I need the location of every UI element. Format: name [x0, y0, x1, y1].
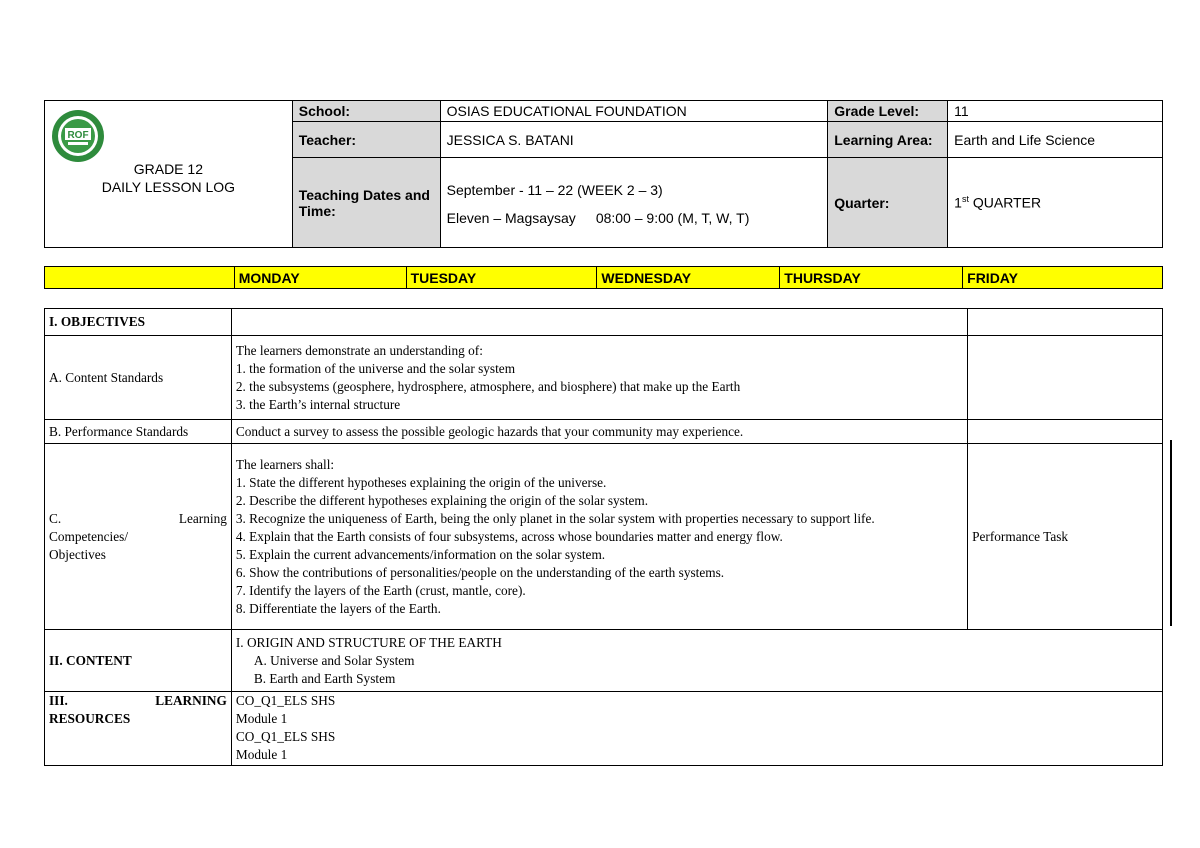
content-standards-line: The learners demonstrate an understanding of: — [235, 342, 483, 358]
content-line: A. Universe and Solar System — [253, 652, 415, 668]
resources-text — [231, 692, 1162, 766]
learning-area-label: Learning Area: — [828, 122, 948, 158]
objectives-blank — [231, 309, 967, 336]
resources-heading-line1 — [49, 692, 227, 710]
competency-line: 8. Differentiate the layers of the Earth. — [235, 600, 441, 616]
competencies-text — [231, 444, 967, 630]
content-standards-line: 3. the Earth’s internal structure — [235, 396, 401, 412]
resource-line: CO_Q1_ELS SHS — [235, 693, 336, 708]
title-cell — [45, 101, 293, 248]
grade-level-value: 11 — [948, 101, 1163, 122]
competency-line: 2. Describe the different hypotheses explaining the origin of the solar system. — [235, 492, 649, 508]
day-thursday: THURSDAY — [780, 267, 963, 289]
margin-line — [1170, 440, 1172, 626]
dates-line2 — [447, 205, 822, 231]
day-blank — [45, 267, 235, 289]
logo-text: ROF — [67, 130, 89, 141]
content-standards-line: 2. the subsystems (geosphere, hydrosphere, atmosphere, and biosphere) that make up the Earth — [235, 378, 741, 394]
day-friday: FRIDAY — [963, 267, 1163, 289]
quarter-num: 1 — [954, 194, 962, 211]
competency-line: 7. Identify the layers of the Earth (crust, mantle, core). — [235, 582, 526, 598]
content-standards-text — [231, 336, 967, 420]
quarter-value — [948, 158, 1163, 248]
objectives-blank-right — [968, 309, 1163, 336]
dates-time: 08:00 – 9:00 (M, T, W, T) — [595, 209, 750, 226]
weekday-bar — [44, 266, 1163, 289]
resource-line: CO_Q1_ELS SHS — [235, 729, 336, 744]
competency-line: The learners shall: — [235, 456, 335, 472]
performance-standards-text: Conduct a survey to assess the possible geologic hazards that your community may experience. — [231, 420, 967, 444]
grade-title-line1: GRADE 12 — [133, 161, 203, 177]
competencies-label-c: C. — [49, 510, 62, 526]
competency-line: 3. Recognize the uniqueness of Earth, being the only planet in the solar system with properties necessary to support life. — [235, 510, 875, 526]
content-heading: II. CONTENT — [45, 630, 232, 692]
dates-label: Teaching Dates and Time: — [292, 158, 440, 248]
learning-area-value: Earth and Life Science — [948, 122, 1163, 158]
school-label: School: — [292, 101, 440, 122]
performance-standards-right — [968, 420, 1163, 444]
content-line: I. ORIGIN AND STRUCTURE OF THE EARTH — [235, 634, 502, 650]
resources-heading-iii: III. — [49, 693, 68, 708]
resources-heading-learning: LEARNING — [155, 693, 227, 708]
teacher-label: Teacher: — [292, 122, 440, 158]
objectives-heading: I. OBJECTIVES — [45, 309, 232, 336]
quarter-text: QUARTER — [968, 194, 1042, 211]
quarter-label: Quarter: — [828, 158, 948, 248]
performance-standards-label: B. Performance Standards — [45, 420, 232, 444]
competency-line: 1. State the different hypotheses explaining the origin of the universe. — [235, 474, 607, 490]
competencies-label-line2: Competencies/ — [49, 528, 129, 544]
content-standards-label: A. Content Standards — [45, 336, 232, 420]
resource-line: Module 1 — [235, 711, 288, 726]
competency-line: 5. Explain the current advancements/information on the solar system. — [235, 546, 606, 562]
performance-task: Performance Task — [968, 444, 1163, 630]
competencies-label-learning: Learning — [178, 510, 227, 526]
competency-line: 4. Explain that the Earth consists of four subsystems, across whose boundaries matter and energy flow. — [235, 528, 783, 544]
lesson-log-header — [44, 100, 1163, 248]
content-standards-line: 1. the formation of the universe and the solar system — [235, 360, 516, 376]
dates-section: Eleven – Magsaysay — [446, 209, 576, 226]
content-text — [231, 630, 1162, 692]
resources-heading — [45, 692, 232, 766]
day-tuesday: TUESDAY — [406, 267, 597, 289]
grade-level-label: Grade Level: — [828, 101, 948, 122]
competencies-label-line3: Objectives — [49, 546, 106, 562]
competencies-label-line1 — [49, 510, 227, 528]
resources-heading-line2: RESOURCES — [49, 711, 131, 726]
dates-line1: September - 11 – 22 (WEEK 2 – 3) — [446, 181, 663, 198]
content-standards-right — [968, 336, 1163, 420]
day-monday: MONDAY — [234, 267, 406, 289]
competencies-label — [45, 444, 232, 630]
content-line: B. Earth and Earth System — [253, 670, 396, 686]
resource-line: Module 1 — [235, 747, 288, 762]
teacher-value: JESSICA S. BATANI — [440, 122, 828, 158]
school-logo-icon — [51, 109, 105, 163]
grade-title-line2: DAILY LESSON LOG — [101, 179, 236, 195]
day-wednesday: WEDNESDAY — [597, 267, 780, 289]
dates-value — [440, 158, 828, 248]
competency-line: 6. Show the contributions of personalities/people on the understanding of the earth systems. — [235, 564, 725, 580]
page-title — [51, 160, 286, 196]
quarter-sup: st — [961, 194, 969, 205]
school-value: OSIAS EDUCATIONAL FOUNDATION — [440, 101, 828, 122]
lesson-plan-table — [44, 308, 1163, 766]
